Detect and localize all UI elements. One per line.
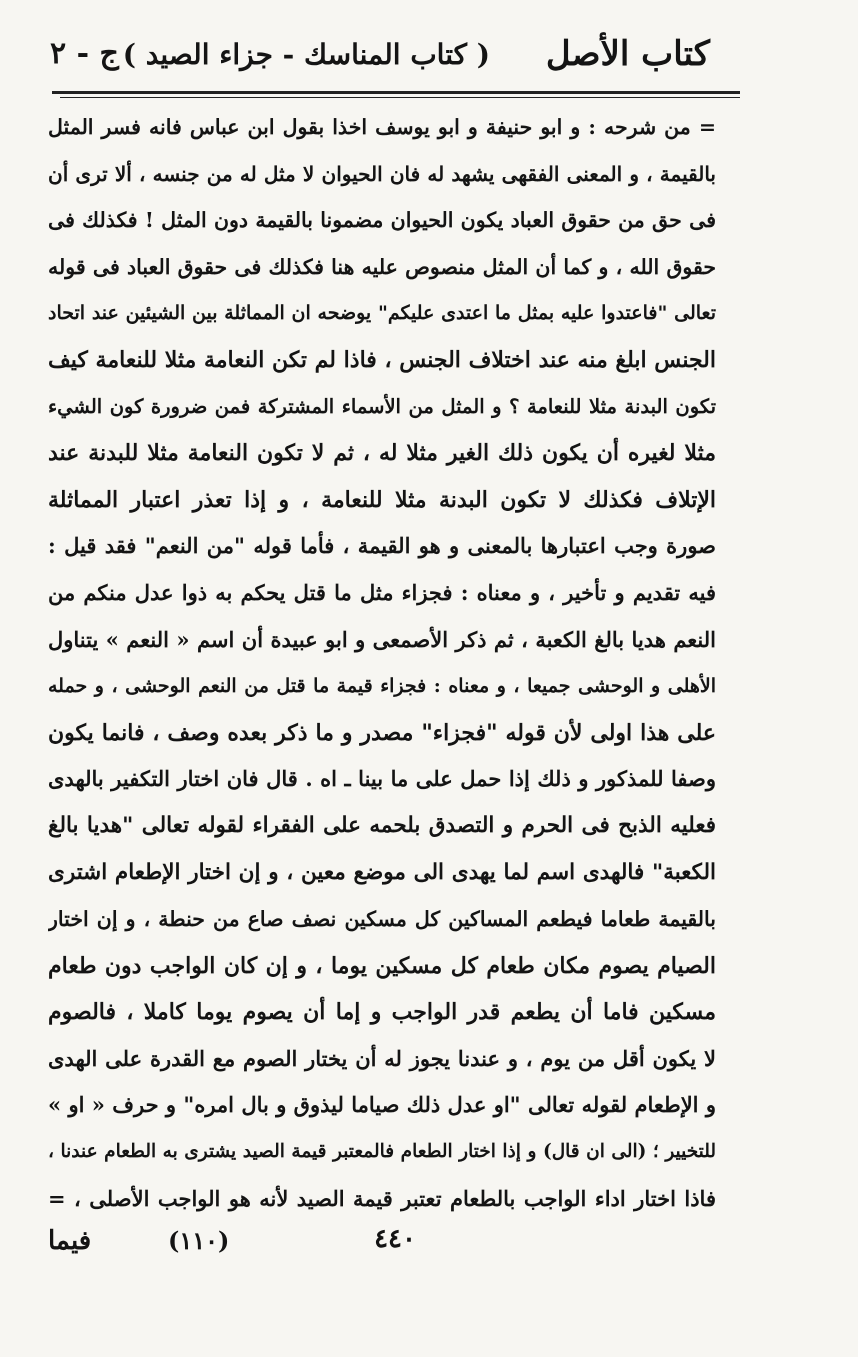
- header-rule-thin: [60, 97, 740, 98]
- text-line: فى حق من حقوق العباد يكون الحيوان مضمونا بالقيمة دون المثل ! فكذلك فى: [48, 208, 716, 233]
- page-number: ٤٤٠: [374, 1224, 416, 1254]
- text-line: لا يكون أقل من يوم ، و عندنا يجوز له أن يختار الصوم مع القدرة على الهدى: [48, 1045, 716, 1071]
- text-line: تعالى "فاعتدوا عليه بمثل ما اعتدى عليكم" يوضحه ان المماثلة بين الشيئين عند اتحاد: [48, 302, 716, 325]
- text-line: صورة وجب اعتبارها بالمعنى و هو القيمة ، فأما قوله "من النعم" فقد قيل :: [48, 533, 716, 559]
- chapter-title: ( كتاب المناسك - جزاء الصيد ): [122, 38, 490, 71]
- text-line: بالقيمة ، و المعنى الفقهى يشهد له فان الحيوان لا مثل له من جنسه ، ألا ترى أن: [48, 161, 716, 186]
- text-line: بالقيمة طعاما فيطعم المساكين كل مسكين نصف صاع من حنطة ، و إن اختار: [48, 907, 716, 932]
- text-line: للتخيير ؛ (الى ان قال) و إذا اختار الطعام فالمعتبر قيمة الصيد يشترى به الطعام عندنا ،: [48, 1141, 716, 1163]
- book-title: كتاب الأصل: [545, 34, 710, 74]
- signature-mark: (١١٠): [168, 1226, 230, 1255]
- text-line: و الإطعام لقوله تعالى "او عدل ذلك صياما ليذوق و بال امره" و حرف « او »: [48, 1092, 716, 1118]
- text-line: فاذا اختار اداء الواجب بالطعام تعتبر قيمة الصيد لأنه هو الواجب الأصلى ، =: [48, 1185, 716, 1211]
- text-line: حقوق الله ، و كما أن المثل منصوص عليه هنا فكذلك فى حقوق العباد فى قوله: [48, 254, 716, 279]
- catchword: فيما: [48, 1226, 92, 1256]
- text-line: الصيام يصوم مكان طعام كل مسكين يوما ، و إن كان الواجب دون طعام: [48, 952, 716, 979]
- page-footer: [48, 1218, 716, 1268]
- text-line: على هذا اولى لأن قوله "فجزاء" مصدر و ما ذكر بعده وصف ، فانما يكون: [48, 719, 716, 746]
- text-line: مسكين فاما أن يطعم قدر الواجب و إما أن يصوم يوما كاملا ، فالصوم: [48, 999, 716, 1026]
- header-rule: [52, 91, 740, 94]
- text-line: تكون البدنة مثلا للنعامة ؟ و المثل من الأسماء المشتركة فمن ضرورة كون الشيء: [48, 394, 716, 418]
- text-line: الأهلى و الوحشى جميعا ، و معناه : فجزاء قيمة ما قتل من النعم الوحشى ، و حمله: [48, 675, 716, 698]
- text-line: الكعبة" فالهدى اسم لما يهدى الى موضع معين ، و إن اختار الإطعام اشترى: [48, 859, 716, 885]
- body-text: [48, 104, 716, 1222]
- page-header: [50, 28, 710, 86]
- text-line: وصفا للمذكور و ذلك إذا حمل على ما بينا ـ اه . قال فان اختار التكفير بالهدى: [48, 766, 716, 792]
- text-line: الجنس ابلغ منه عند اختلاف الجنس ، فاذا لم تكن النعامة مثلا للنعامة كيف: [48, 346, 716, 373]
- volume-label: ج - ٢: [50, 36, 119, 71]
- text-line: فيه تقديم و تأخير ، و معناه : فجزاء مثل ما قتل يحكم به ذوا عدل منكم من: [48, 579, 716, 605]
- text-line: الإتلاف فكذلك لا تكون البدنة مثلا للنعامة ، و إذا تعذر اعتبار المماثلة: [48, 486, 716, 513]
- text-line: = من شرحه : و ابو حنيفة و ابو يوسف اخذا بقول ابن عباس فانه فسر المثل: [48, 115, 716, 139]
- text-line: فعليه الذبح فى الحرم و التصدق بلحمه على الفقراء لقوله تعالى "هديا بالغ: [48, 812, 716, 838]
- text-line: مثلا لغيره أن يكون ذلك الغير مثلا له ، ثم لا تكون النعامة مثلا للبدنة عند: [48, 440, 716, 467]
- text-line: النعم هديا بالغ الكعبة ، ثم ذكر الأصمعى و ابو عبيدة أن اسم « النعم » يتناول: [48, 626, 716, 652]
